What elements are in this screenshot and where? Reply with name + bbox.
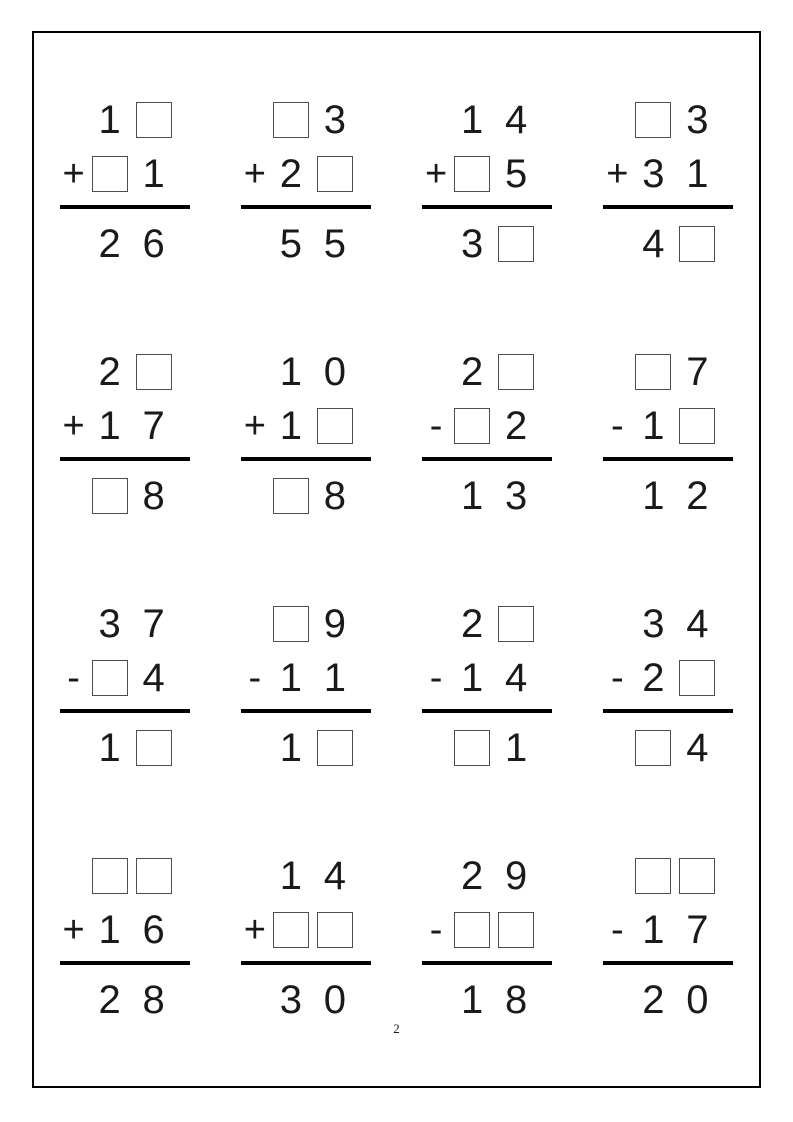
digit-cell bbox=[675, 973, 719, 1027]
digit: 1 bbox=[98, 98, 121, 142]
digit-cell bbox=[269, 217, 313, 271]
digit-cell bbox=[631, 399, 675, 453]
digit: 6 bbox=[142, 908, 165, 952]
digit-cell bbox=[313, 147, 357, 201]
digit-cell bbox=[132, 651, 176, 705]
digit-cell bbox=[675, 399, 719, 453]
bottom-operand-row bbox=[60, 903, 190, 957]
digit: 4 bbox=[142, 656, 165, 700]
digit-cell bbox=[269, 721, 313, 775]
digit-cell bbox=[269, 93, 313, 147]
plus-operator: + bbox=[62, 909, 85, 951]
bottom-operand-row bbox=[422, 147, 552, 201]
digit-cell bbox=[132, 597, 176, 651]
digit: 1 bbox=[686, 152, 709, 196]
digit: 1 bbox=[98, 726, 121, 770]
digit-cell bbox=[450, 651, 494, 705]
plus-operator: + bbox=[243, 153, 266, 195]
digit: 0 bbox=[323, 978, 346, 1022]
digit-cell bbox=[450, 721, 494, 775]
problem-9 bbox=[60, 597, 190, 775]
problem-16 bbox=[603, 849, 733, 1027]
answer-box[interactable] bbox=[635, 102, 671, 138]
answer-line bbox=[241, 457, 371, 461]
digit-cell bbox=[631, 217, 675, 271]
top-operand-row bbox=[241, 597, 371, 651]
digit: 7 bbox=[686, 350, 709, 394]
digit-cell bbox=[269, 651, 313, 705]
plus-operator: + bbox=[62, 405, 85, 447]
digit: 9 bbox=[323, 602, 346, 646]
answer-line bbox=[603, 709, 733, 713]
digit: 2 bbox=[686, 474, 709, 518]
digit-cell bbox=[631, 721, 675, 775]
digit: 4 bbox=[505, 98, 528, 142]
digit: 8 bbox=[505, 978, 528, 1022]
digit: 8 bbox=[323, 474, 346, 518]
page-number: 2 bbox=[393, 1021, 400, 1036]
digit-cell bbox=[88, 973, 132, 1027]
digit-cell bbox=[88, 93, 132, 147]
digit: 3 bbox=[323, 98, 346, 142]
digit: 8 bbox=[142, 978, 165, 1022]
answer-box[interactable] bbox=[454, 156, 490, 192]
digit-cell bbox=[450, 217, 494, 271]
digit: 4 bbox=[505, 656, 528, 700]
digit-cell bbox=[450, 597, 494, 651]
digit-cell bbox=[313, 217, 357, 271]
digit: 1 bbox=[505, 726, 528, 770]
result-row bbox=[603, 217, 733, 271]
answer-box[interactable] bbox=[679, 408, 715, 444]
digit-cell bbox=[494, 399, 538, 453]
digit-cell bbox=[88, 651, 132, 705]
digit: 3 bbox=[686, 98, 709, 142]
answer-box[interactable] bbox=[136, 102, 172, 138]
answer-box[interactable] bbox=[635, 354, 671, 390]
digit-cell bbox=[269, 903, 313, 957]
answer-box[interactable] bbox=[635, 858, 671, 894]
answer-box[interactable] bbox=[92, 156, 128, 192]
top-operand-row bbox=[60, 597, 190, 651]
digit: 5 bbox=[505, 152, 528, 196]
digit: 7 bbox=[142, 404, 165, 448]
answer-box[interactable] bbox=[679, 660, 715, 696]
digit: 7 bbox=[686, 908, 709, 952]
digit-cell bbox=[88, 345, 132, 399]
digit-cell bbox=[132, 903, 176, 957]
digit-cell bbox=[269, 345, 313, 399]
digit: 3 bbox=[642, 602, 665, 646]
digit-cell bbox=[132, 973, 176, 1027]
bottom-operand-row bbox=[603, 651, 733, 705]
answer-box[interactable] bbox=[92, 478, 128, 514]
answer-box[interactable] bbox=[317, 156, 353, 192]
digit-cell bbox=[88, 849, 132, 903]
digit-cell bbox=[494, 973, 538, 1027]
answer-box[interactable] bbox=[317, 730, 353, 766]
digit: 2 bbox=[279, 152, 302, 196]
answer-box[interactable] bbox=[498, 606, 534, 642]
digit-cell bbox=[132, 399, 176, 453]
digit: 4 bbox=[323, 854, 346, 898]
minus-operator: - bbox=[429, 405, 443, 447]
result-row bbox=[241, 217, 371, 271]
digit-cell bbox=[313, 721, 357, 775]
digit: 1 bbox=[279, 726, 302, 770]
problem-7 bbox=[422, 345, 552, 523]
bottom-operand-row bbox=[241, 903, 371, 957]
digit: 1 bbox=[461, 656, 484, 700]
result-row bbox=[603, 721, 733, 775]
answer-box[interactable] bbox=[679, 226, 715, 262]
top-operand-row bbox=[241, 93, 371, 147]
answer-box[interactable] bbox=[454, 730, 490, 766]
digit-cell bbox=[313, 345, 357, 399]
digit-cell bbox=[450, 147, 494, 201]
problem-11 bbox=[422, 597, 552, 775]
page-border-frame bbox=[32, 31, 761, 1088]
answer-box[interactable] bbox=[498, 354, 534, 390]
digit-cell bbox=[269, 399, 313, 453]
answer-line bbox=[60, 205, 190, 209]
top-operand-row bbox=[603, 93, 733, 147]
minus-operator: - bbox=[611, 909, 624, 951]
digit-cell bbox=[132, 217, 176, 271]
minus-operator: - bbox=[429, 909, 443, 951]
digit: 1 bbox=[642, 474, 665, 518]
digit-cell bbox=[675, 849, 719, 903]
minus-operator: - bbox=[248, 657, 262, 699]
digit-cell bbox=[494, 93, 538, 147]
bottom-operand-row bbox=[422, 651, 552, 705]
bottom-operand-row bbox=[241, 651, 371, 705]
digit: 5 bbox=[279, 222, 302, 266]
digit: 2 bbox=[98, 222, 121, 266]
top-operand-row bbox=[60, 93, 190, 147]
digit: 2 bbox=[461, 854, 484, 898]
answer-box[interactable] bbox=[273, 478, 309, 514]
answer-box[interactable] bbox=[498, 226, 534, 262]
digit-cell bbox=[450, 469, 494, 523]
bottom-operand-row bbox=[241, 147, 371, 201]
digit-cell bbox=[494, 469, 538, 523]
digit-cell bbox=[494, 849, 538, 903]
digit: 1 bbox=[279, 350, 302, 394]
bottom-operand-row bbox=[60, 399, 190, 453]
minus-operator: - bbox=[611, 405, 624, 447]
answer-line bbox=[603, 205, 733, 209]
digit-cell bbox=[132, 849, 176, 903]
top-operand-row bbox=[603, 345, 733, 399]
result-row bbox=[603, 469, 733, 523]
answer-box[interactable] bbox=[92, 660, 128, 696]
digit-cell bbox=[269, 469, 313, 523]
digit: 2 bbox=[98, 350, 121, 394]
result-row bbox=[422, 217, 552, 271]
digit-cell bbox=[88, 147, 132, 201]
answer-line bbox=[60, 457, 190, 461]
result-row bbox=[60, 469, 190, 523]
digit: 3 bbox=[279, 978, 302, 1022]
digit: 1 bbox=[279, 854, 302, 898]
digit-cell bbox=[313, 93, 357, 147]
answer-line bbox=[241, 205, 371, 209]
top-operand-row bbox=[241, 345, 371, 399]
top-operand-row bbox=[603, 597, 733, 651]
digit: 1 bbox=[642, 404, 665, 448]
answer-line bbox=[422, 709, 552, 713]
answer-line bbox=[603, 961, 733, 965]
answer-box[interactable] bbox=[317, 408, 353, 444]
problem-6 bbox=[241, 345, 371, 523]
digit: 2 bbox=[642, 656, 665, 700]
digit-cell bbox=[675, 469, 719, 523]
digit: 3 bbox=[505, 474, 528, 518]
answer-line bbox=[241, 709, 371, 713]
digit: 1 bbox=[461, 474, 484, 518]
digit-cell bbox=[88, 469, 132, 523]
digit-cell bbox=[494, 147, 538, 201]
problem-3 bbox=[422, 93, 552, 271]
digit-cell bbox=[494, 721, 538, 775]
result-row bbox=[60, 217, 190, 271]
digit-cell bbox=[132, 721, 176, 775]
top-operand-row bbox=[422, 849, 552, 903]
result-row bbox=[422, 973, 552, 1027]
digit-cell bbox=[132, 469, 176, 523]
problem-1 bbox=[60, 93, 190, 271]
digit-cell bbox=[675, 721, 719, 775]
plus-operator: + bbox=[606, 153, 629, 195]
answer-box[interactable] bbox=[136, 354, 172, 390]
digit: 4 bbox=[686, 602, 709, 646]
digit-cell bbox=[450, 973, 494, 1027]
minus-operator: - bbox=[611, 657, 624, 699]
answer-box[interactable] bbox=[136, 730, 172, 766]
top-operand-row bbox=[422, 93, 552, 147]
digit-cell bbox=[675, 345, 719, 399]
digit-cell bbox=[450, 903, 494, 957]
digit-cell bbox=[450, 93, 494, 147]
digit-cell bbox=[450, 849, 494, 903]
answer-box[interactable] bbox=[273, 912, 309, 948]
digit-cell bbox=[313, 903, 357, 957]
digit-cell bbox=[132, 93, 176, 147]
digit-cell bbox=[450, 399, 494, 453]
digit: 0 bbox=[323, 350, 346, 394]
problem-13 bbox=[60, 849, 190, 1027]
result-row bbox=[422, 469, 552, 523]
digit: 8 bbox=[142, 474, 165, 518]
digit-cell bbox=[269, 849, 313, 903]
digit-cell bbox=[494, 345, 538, 399]
problem-8 bbox=[603, 345, 733, 523]
bottom-operand-row bbox=[60, 147, 190, 201]
digit-cell bbox=[494, 217, 538, 271]
digit-cell bbox=[88, 217, 132, 271]
digit: 1 bbox=[279, 656, 302, 700]
plus-operator: + bbox=[243, 909, 266, 951]
digit: 9 bbox=[505, 854, 528, 898]
digit: 3 bbox=[98, 602, 121, 646]
digit-cell bbox=[494, 651, 538, 705]
digit-cell bbox=[675, 147, 719, 201]
answer-box[interactable] bbox=[454, 912, 490, 948]
top-operand-row bbox=[60, 345, 190, 399]
digit: 1 bbox=[461, 978, 484, 1022]
answer-box[interactable] bbox=[498, 912, 534, 948]
bottom-operand-row bbox=[603, 903, 733, 957]
plus-operator: + bbox=[62, 153, 85, 195]
digit-cell bbox=[631, 93, 675, 147]
digit-cell bbox=[132, 147, 176, 201]
digit-cell bbox=[88, 903, 132, 957]
digit: 2 bbox=[98, 978, 121, 1022]
answer-line bbox=[60, 709, 190, 713]
digit-cell bbox=[269, 147, 313, 201]
digit-cell bbox=[675, 651, 719, 705]
digit: 1 bbox=[98, 908, 121, 952]
problems-grid bbox=[34, 93, 759, 1101]
result-row bbox=[60, 721, 190, 775]
digit: 6 bbox=[142, 222, 165, 266]
answer-line bbox=[422, 961, 552, 965]
digit-cell bbox=[450, 345, 494, 399]
answer-box[interactable] bbox=[454, 408, 490, 444]
digit-cell bbox=[675, 903, 719, 957]
answer-line bbox=[422, 205, 552, 209]
bottom-operand-row bbox=[603, 147, 733, 201]
digit-cell bbox=[313, 597, 357, 651]
digit: 1 bbox=[98, 404, 121, 448]
top-operand-row bbox=[422, 597, 552, 651]
digit-cell bbox=[313, 973, 357, 1027]
digit-cell bbox=[269, 597, 313, 651]
answer-box[interactable] bbox=[273, 606, 309, 642]
digit-cell bbox=[631, 973, 675, 1027]
digit-cell bbox=[631, 345, 675, 399]
digit-cell bbox=[631, 597, 675, 651]
digit: 2 bbox=[505, 404, 528, 448]
digit-cell bbox=[675, 217, 719, 271]
digit-cell bbox=[631, 469, 675, 523]
digit-cell bbox=[88, 399, 132, 453]
digit: 2 bbox=[461, 350, 484, 394]
digit: 3 bbox=[642, 152, 665, 196]
digit-cell bbox=[313, 399, 357, 453]
result-row bbox=[603, 973, 733, 1027]
answer-box[interactable] bbox=[317, 912, 353, 948]
result-row bbox=[422, 721, 552, 775]
answer-box[interactable] bbox=[635, 730, 671, 766]
top-operand-row bbox=[603, 849, 733, 903]
digit-cell bbox=[675, 93, 719, 147]
answer-line bbox=[241, 961, 371, 965]
result-row bbox=[60, 973, 190, 1027]
top-operand-row bbox=[241, 849, 371, 903]
digit-cell bbox=[631, 903, 675, 957]
result-row bbox=[241, 469, 371, 523]
plus-operator: + bbox=[243, 405, 266, 447]
digit: 3 bbox=[461, 222, 484, 266]
digit-cell bbox=[132, 345, 176, 399]
problem-5 bbox=[60, 345, 190, 523]
digit-cell bbox=[631, 651, 675, 705]
digit-cell bbox=[313, 849, 357, 903]
digit: 1 bbox=[461, 98, 484, 142]
problem-4 bbox=[603, 93, 733, 271]
answer-line bbox=[422, 457, 552, 461]
digit: 1 bbox=[642, 908, 665, 952]
minus-operator: - bbox=[67, 657, 80, 699]
answer-line bbox=[60, 961, 190, 965]
digit: 1 bbox=[323, 656, 346, 700]
answer-box[interactable] bbox=[273, 102, 309, 138]
problem-12 bbox=[603, 597, 733, 775]
digit-cell bbox=[494, 597, 538, 651]
digit: 2 bbox=[461, 602, 484, 646]
digit: 0 bbox=[686, 978, 709, 1022]
answer-box[interactable] bbox=[136, 858, 172, 894]
top-operand-row bbox=[422, 345, 552, 399]
digit-cell bbox=[269, 973, 313, 1027]
problem-10 bbox=[241, 597, 371, 775]
digit-cell bbox=[313, 651, 357, 705]
digit: 1 bbox=[279, 404, 302, 448]
answer-box[interactable] bbox=[92, 858, 128, 894]
bottom-operand-row bbox=[241, 399, 371, 453]
plus-operator: + bbox=[425, 153, 448, 195]
top-operand-row bbox=[60, 849, 190, 903]
problem-2 bbox=[241, 93, 371, 271]
problem-14 bbox=[241, 849, 371, 1027]
bottom-operand-row bbox=[422, 903, 552, 957]
digit: 7 bbox=[142, 602, 165, 646]
digit: 5 bbox=[323, 222, 346, 266]
digit-cell bbox=[631, 147, 675, 201]
answer-box[interactable] bbox=[679, 858, 715, 894]
digit-cell bbox=[631, 849, 675, 903]
digit: 1 bbox=[142, 152, 165, 196]
minus-operator: - bbox=[429, 657, 443, 699]
bottom-operand-row bbox=[603, 399, 733, 453]
digit-cell bbox=[675, 597, 719, 651]
answer-line bbox=[603, 457, 733, 461]
digit: 4 bbox=[686, 726, 709, 770]
result-row bbox=[241, 973, 371, 1027]
digit-cell bbox=[494, 903, 538, 957]
digit-cell bbox=[88, 721, 132, 775]
bottom-operand-row bbox=[422, 399, 552, 453]
result-row bbox=[241, 721, 371, 775]
bottom-operand-row bbox=[60, 651, 190, 705]
digit-cell bbox=[313, 469, 357, 523]
problem-15 bbox=[422, 849, 552, 1027]
digit: 2 bbox=[642, 978, 665, 1022]
digit-cell bbox=[88, 597, 132, 651]
digit: 4 bbox=[642, 222, 665, 266]
